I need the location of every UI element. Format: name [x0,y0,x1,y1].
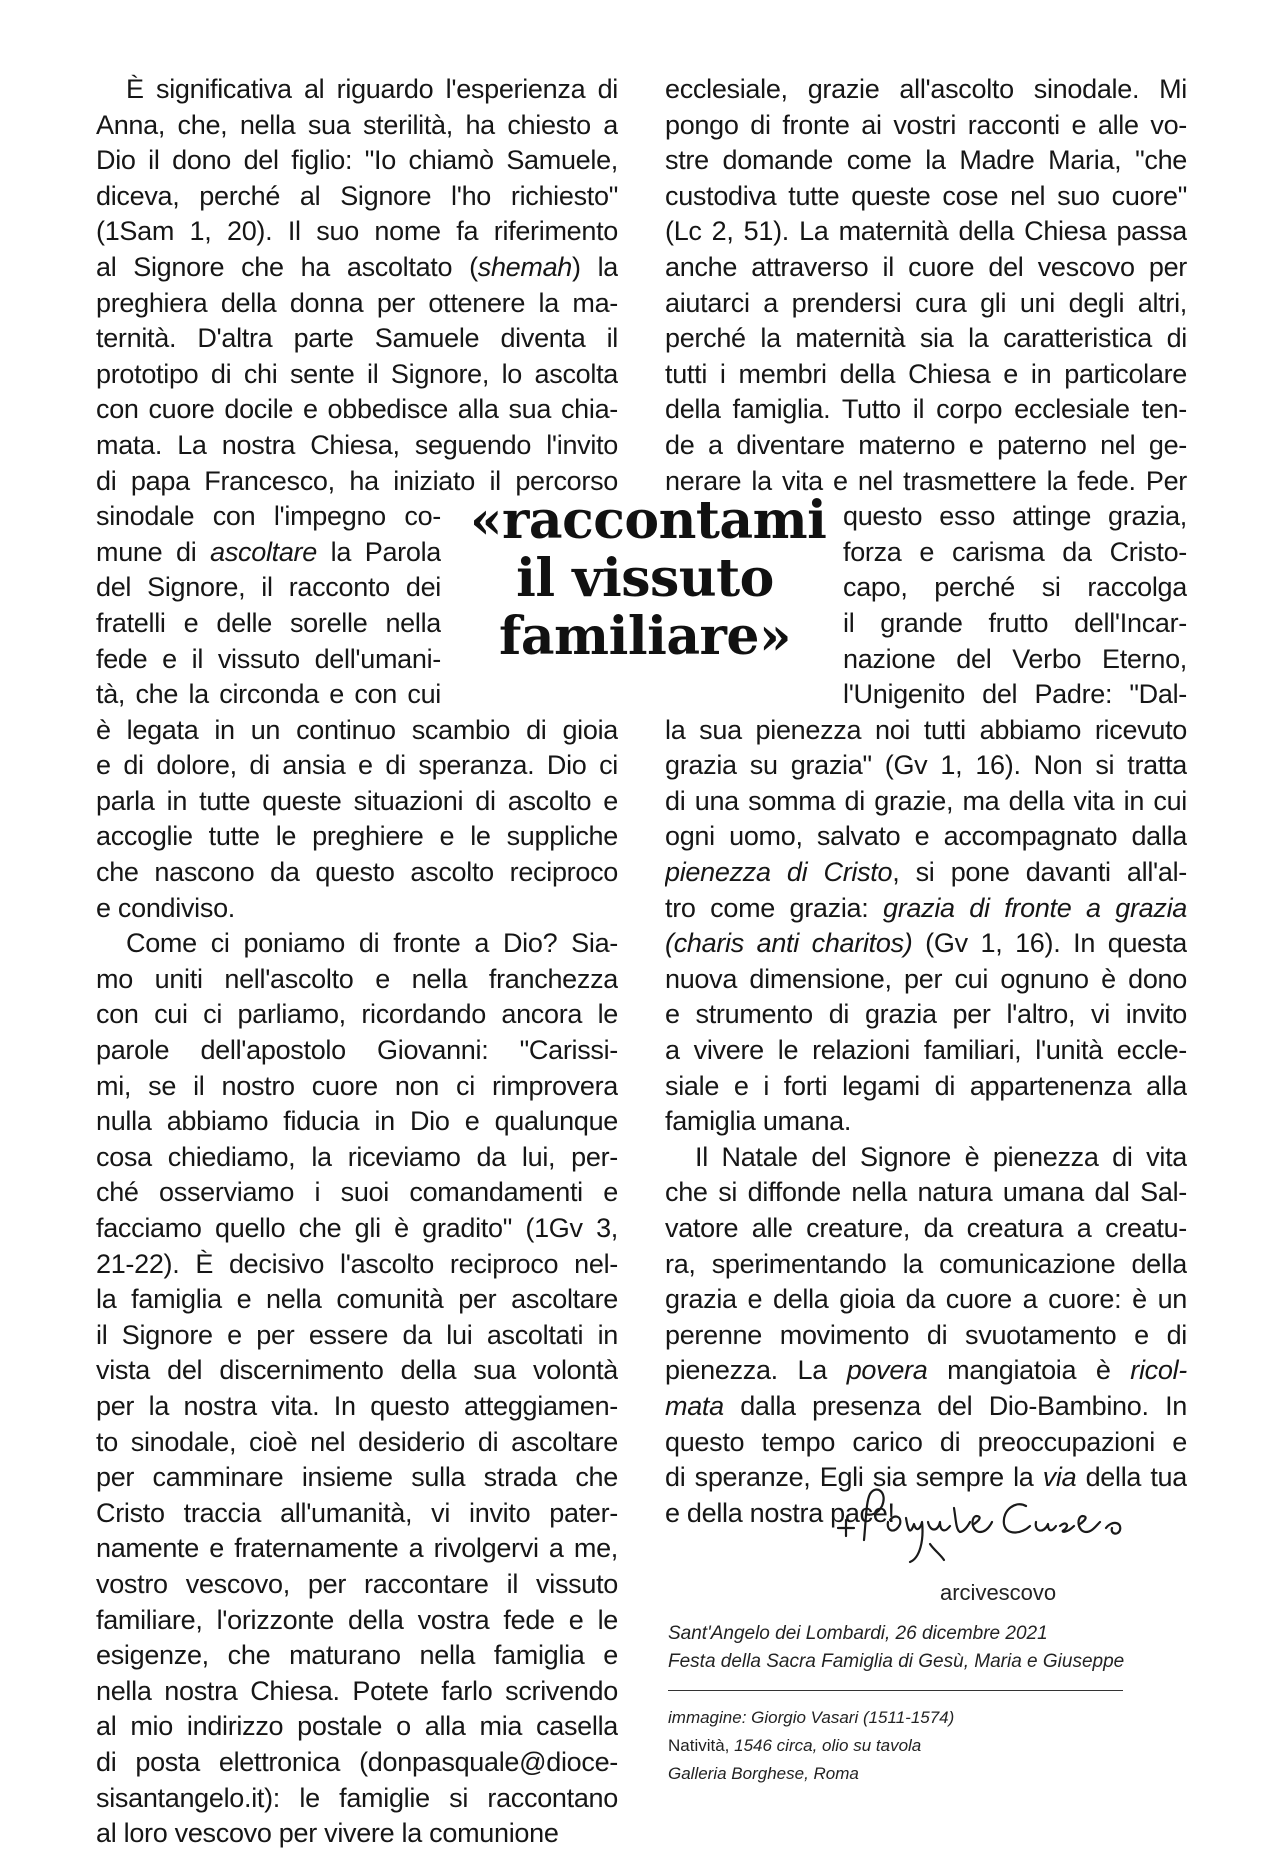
text-line: nazione del Verbo Eterno, [843,643,1187,674]
text-line: e di dolore, di ansia e di speranza. Dio ci [96,750,618,781]
text-line: namente e fraternamente a rivolgervi a me, [96,1533,618,1564]
text-line: della famiglia. Tutto il corpo ecclesiale ten- [665,394,1187,425]
text-line: di speranze, Egli sia sempre la via della tua [665,1462,1187,1493]
text-line: accoglie tutte le preghiere e le suppliche [96,821,618,852]
text-line: al Signore che ha ascoltato (shemah) la [96,251,618,282]
signature-role: arcivescovo [940,1580,1057,1605]
text-line: di posta elettronica (donpasquale@dioce- [96,1746,618,1777]
text-line: parla in tutte queste situazioni di ascolto e [96,785,618,816]
text-line: Anna, che, nella sua sterilità, ha chiesto a [96,109,618,140]
dateline-feast: Festa della Sacra Famiglia di Gesù, Maria e Giuseppe [668,1651,1125,1672]
text-line: questo tempo carico di preoccupazioni e [665,1426,1187,1457]
credit-image-location: Galleria Borghese, Roma [668,1764,859,1783]
text-line: nerare la vita e nel trasmettere la fede. Per [665,465,1187,496]
text-line: Dio il dono del figlio: "Io chiamò Samuele, [96,145,618,176]
text-line: ogni uomo, salvato e accompagnato dalla [665,821,1187,852]
text-line: con cui ci parliamo, ricordando ancora le [96,999,618,1030]
text-line: de a diventare materno e paterno nel ge- [665,429,1187,460]
text-line: nella nostra Chiesa. Potete farlo scrivendo [96,1675,618,1706]
text-line: grazia e della gioia da cuore a cuore: è un [665,1284,1187,1315]
text-line: mi, se il nostro cuore non ci rimprovera [96,1070,618,1101]
text-line: Come ci poniamo di fronte a Dio? Sia- [126,928,618,959]
pull-quote-line: il vissuto [516,548,774,609]
dateline-place-date: Sant'Angelo dei Lombardi, 26 dicembre 2021 [668,1623,1048,1644]
text-line: Il Natale del Signore è pienezza di vita [695,1141,1187,1172]
text-line: con cuore docile e obbedisce alla sua chia- [96,394,618,425]
text-line: e condiviso. [96,892,235,923]
text-line: mata dalla presenza del Dio-Bambino. In [665,1390,1187,1421]
text-line: a vivere le relazioni familiari, l'unità eccle- [665,1035,1187,1066]
text-line: il grande frutto dell'Incar- [843,607,1187,638]
text-line: facciamo quello che gli è gradito" (1Gv 3, [96,1213,618,1243]
text-line: siale e i forti legami di appartenenza alla [665,1070,1187,1101]
text-line: che nascono da questo ascolto reciproco [96,857,618,888]
text-line: nulla abbiamo fiducia in Dio e qualunque [96,1106,618,1137]
text-line: di una somma di grazie, ma della vita in cui [665,785,1187,816]
text-line: tutti i membri della Chiesa e in particolare [665,358,1187,389]
text-line: ra, sperimentando la comunicazione della [665,1248,1187,1279]
text-line: perenne movimento di svuotamento e di [665,1319,1187,1350]
text-line: il Signore e per essere da lui ascoltati in [96,1319,618,1350]
text-line: ecclesiale, grazie all'ascolto sinodale. Mi [665,74,1187,104]
text-line: famiglia umana. [665,1106,852,1137]
text-line: forza e carisma da Cristo- [843,536,1187,567]
text-line: l'Unigenito del Padre: "Dal- [843,679,1187,710]
text-line: grazia su grazia" (Gv 1, 16). Non si tratta [665,750,1187,781]
left-column [96,72,618,1852]
image-credits [668,1704,954,1788]
text-line: nuova dimensione, per cui ognuno è dono [665,963,1187,994]
text-line: vostro vescovo, per raccontare il vissuto [96,1568,618,1599]
text-line: anche attraverso il cuore del vescovo per [665,251,1187,282]
text-line: è legata in un continuo scambio di gioia [96,714,618,745]
pull-quote-line: «raccontami [470,490,827,551]
text-line: diceva, perché al Signore l'ho richiesto" [96,180,618,211]
text-line: al mio indirizzo postale o alla mia casella [96,1711,618,1742]
text-line: pienezza di Cristo, si pone davanti all'al- [665,857,1187,888]
text-line: per la nostra vita. In questo atteggiamen- [96,1390,618,1421]
text-line: che si diffonde nella natura umana dal Sal- [665,1177,1187,1208]
text-line: capo, perché si raccolga [843,572,1187,603]
pull-quote-line: familiare» [498,606,792,667]
text-line: custodiva tutte queste cose nel suo cuore" [665,180,1187,211]
text-line: vatore alle creature, da creatura a creatu- [665,1213,1187,1243]
text-line: (1Sam 1, 20). Il suo nome fa riferimento [96,216,618,247]
text-line: stre domande come la Madre Maria, "che [665,145,1187,176]
text-line: e strumento di grazia per l'altro, vi invito [665,999,1187,1030]
text-line: tro come grazia: grazia di fronte a grazia [665,892,1187,923]
pull-quote [470,490,827,667]
divider-line [668,1690,1123,1691]
text-line: 21-22). È decisivo l'ascolto reciproco nel- [96,1248,618,1279]
credit-image-author: immagine: Giorgio Vasari (1511-1574) [668,1708,955,1727]
text-line: al loro vescovo per vivere la comunione [96,1818,559,1849]
text-line: la sua pienezza noi tutti abbiamo ricevuto [665,714,1187,745]
text-line: perché la maternità sia la caratteristica di [665,323,1187,354]
text-line: fede e il vissuto dell'umani- [96,643,441,674]
text-line: (charis anti charitos) (Gv 1, 16). In questa [665,928,1187,959]
text-line: familiare, l'orizzonte della vostra fede e le [96,1604,618,1635]
text-line: del Signore, il racconto dei [96,572,441,603]
text-line: ché osserviamo i suoi comandamenti e [96,1177,618,1208]
text-line: questo esso attinge grazia, [843,501,1187,532]
text-line: sisantangelo.it): le famiglie si raccontano [96,1782,618,1813]
text-line: e della nostra pace! [665,1497,895,1528]
text-line: prototipo di chi sente il Signore, lo ascolta [96,358,618,389]
text-line: preghiera della donna per ottenere la ma- [96,287,618,318]
text-line: vista del discernimento della sua volontà [96,1355,618,1386]
text-line: È significativa al riguardo l'esperienza di [126,74,618,104]
text-line: ternità. D'altra parte Samuele diventa il [96,323,618,354]
text-line: la famiglia e nella comunità per ascoltare [96,1284,618,1315]
text-line: mune di ascoltare la Parola [96,536,441,567]
right-column [665,72,1187,1531]
text-line: to sinodale, cioè nel desiderio di ascoltare [96,1426,618,1457]
text-line: parole dell'apostolo Giovanni: "Carissi- [96,1035,618,1066]
handwritten-signature [830,1470,1160,1570]
text-line: fratelli e delle sorelle nella [96,607,441,638]
text-line: (Lc 2, 51). La maternità della Chiesa passa [665,216,1187,247]
text-line: per camminare insieme sulla strada che [96,1462,618,1493]
text-line: sinodale con l'impegno co- [96,501,441,532]
text-line: di papa Francesco, ha iniziato il percorso [96,465,618,496]
text-line: pongo di fronte ai vostri racconti e alle vo- [665,109,1187,140]
text-line: tà, che la circonda e con cui [96,679,441,710]
text-line: mata. La nostra Chiesa, seguendo l'invito [96,429,618,460]
text-line: esigenze, che maturano nella famiglia e [96,1640,618,1671]
credit-image-title: Natività, 1546 circa, olio su tavola [668,1736,922,1755]
text-line: Cristo traccia all'umanità, vi invito pater- [96,1497,618,1528]
dateline [668,1620,1124,1676]
text-line: mo uniti nell'ascolto e nella franchezza [96,963,618,994]
text-line: aiutarci a prendersi cura gli uni degli altri, [665,287,1187,318]
text-line: pienezza. La povera mangiatoia è ricol- [665,1355,1187,1386]
text-line: cosa chiediamo, la riceviamo da lui, per- [96,1141,618,1172]
